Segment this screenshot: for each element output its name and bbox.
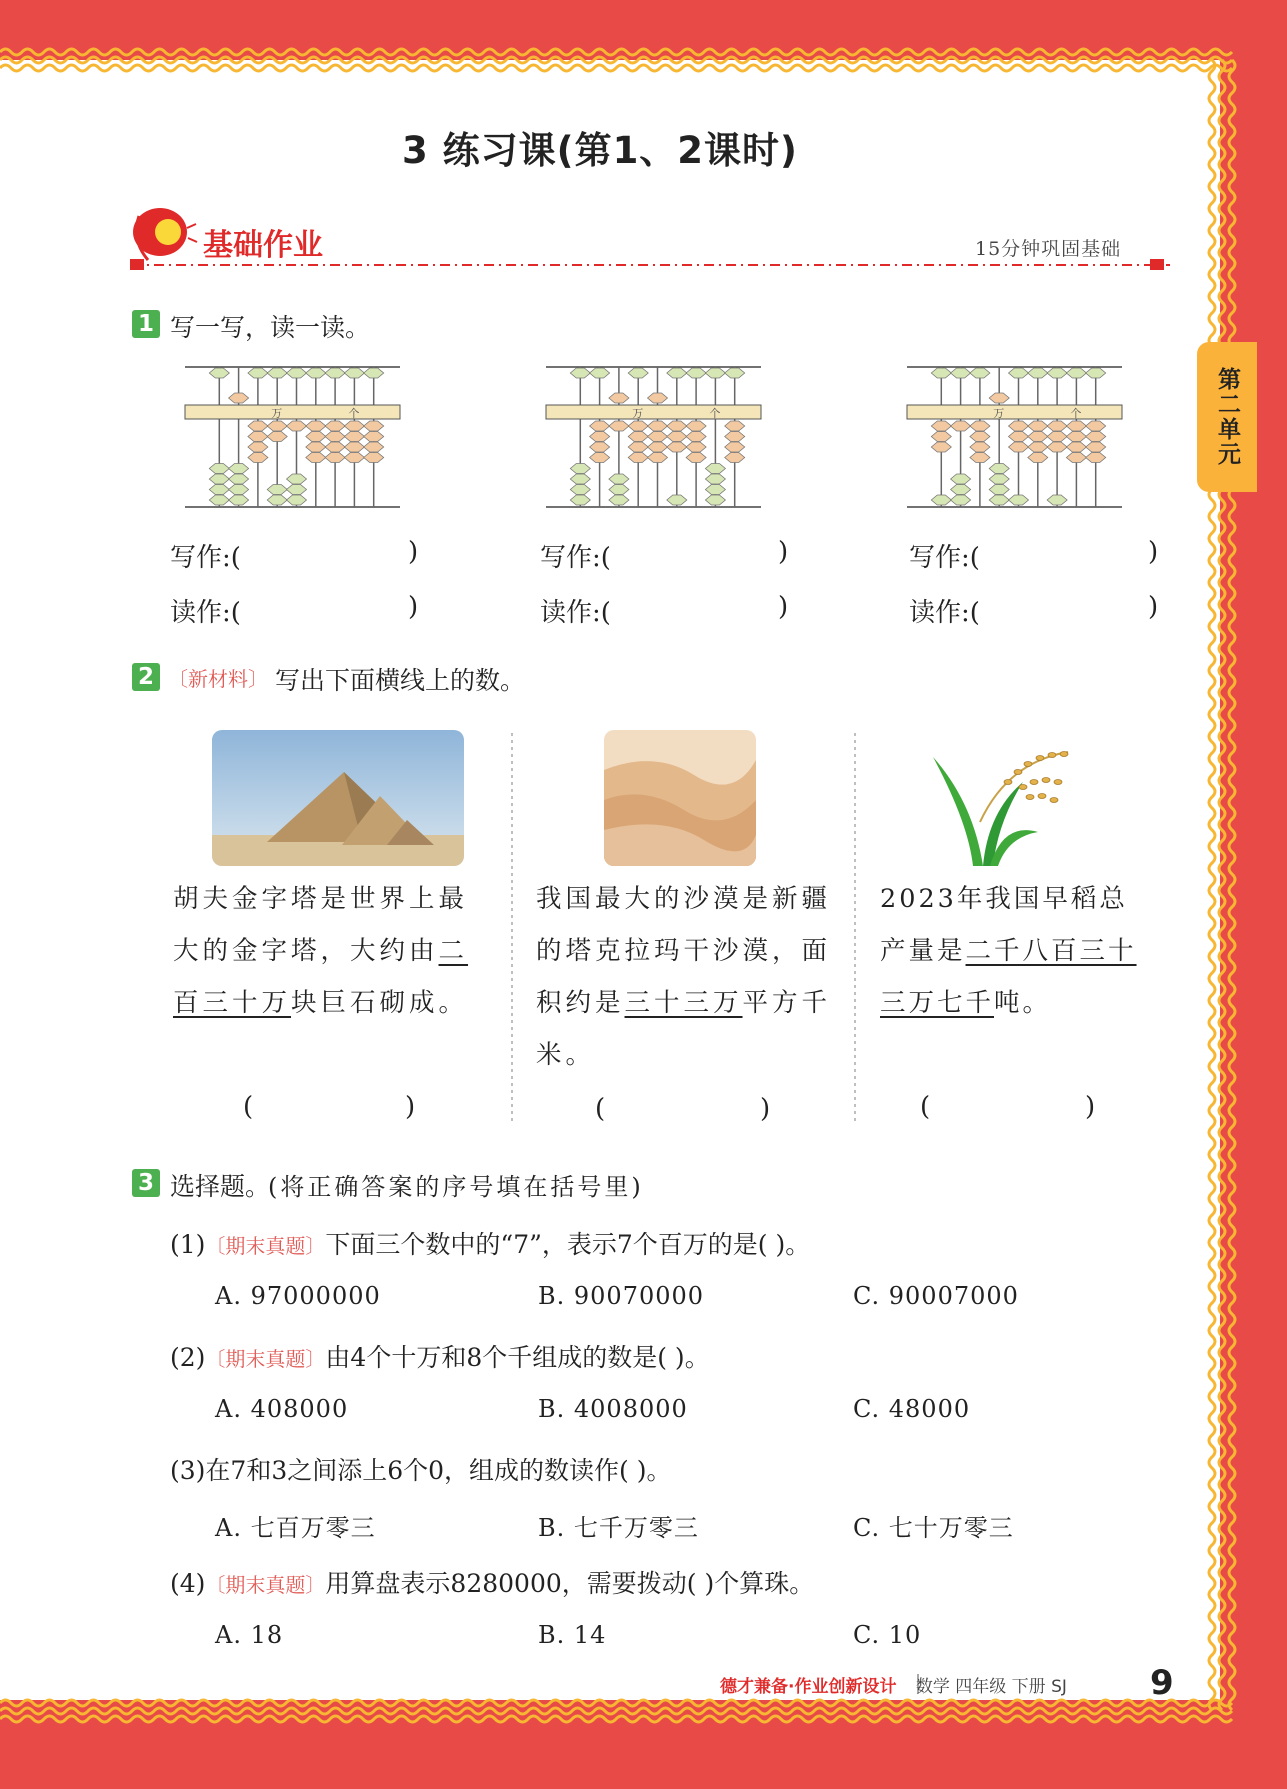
abacus-bead [628,453,648,463]
abacus-bead [648,453,668,463]
option-b: B. 4008000 [538,1395,688,1423]
footer-meta: 数学 四年级 下册 SJ [915,1677,1067,1697]
abacus-bead [248,421,268,431]
abacus-place-label: 个 [348,407,360,420]
abacus-bead [667,421,687,431]
abacus-1 [185,367,400,507]
abacus-bead [989,485,1009,495]
abacus-bead [951,474,971,484]
question-stem: 用算盘表示8280000，需要拨动( )个算珠。 [325,1569,815,1598]
abacus-bead [229,495,249,505]
abacus-bead [1028,453,1048,463]
abacus-bead [229,393,249,403]
option-b: B. 90070000 [538,1282,705,1310]
read-as-label-3: 读作:( [909,598,980,628]
new-material-tag: 〔新材料〕 [168,667,268,691]
abacus-bead [364,421,384,431]
abacus-bead [970,421,990,431]
abacus-bead [1086,453,1106,463]
abacus-bead [686,432,706,442]
abacus-bead [609,474,629,484]
abacus-bead [209,495,229,505]
abacus-bead [364,442,384,452]
abacus-bead [287,495,307,505]
abacus-bead [1086,432,1106,442]
write-as-label-3: 写作:( [909,543,980,573]
answer-close-3: ) [1085,1092,1096,1122]
abacus-figures [0,0,1287,560]
option-a: A. 七百万零三 [215,1514,376,1542]
abacus-bead [287,485,307,495]
write-as-close-1: ) [408,537,419,567]
abacus-bead [364,368,384,378]
abacus-bead [267,368,287,378]
abacus-bead [209,464,229,474]
abacus-bead [344,442,364,452]
abacus-place-label: 万 [632,407,644,420]
write-as-label-1: 写作:( [170,543,241,573]
abacus-bead [705,485,725,495]
read-as-label-1: 读作:( [170,598,241,628]
rice-passage: 2023年我国早稻总产量是二千八百三十三万七千吨。 [880,884,1137,1018]
abacus-bead [248,453,268,463]
abacus-bead [570,464,590,474]
option-c: C. 48000 [853,1395,971,1423]
abacus-bead [1086,368,1106,378]
abacus-bead [344,421,364,431]
abacus-place-label: 万 [271,407,283,420]
abacus-bead [609,495,629,505]
abacus-bead [648,432,668,442]
abacus-bead [364,453,384,463]
abacus-place-label: 个 [1070,407,1082,420]
abacus-bead [306,421,326,431]
choice-question-3 [170,1451,672,1487]
answer-close-1: ) [405,1092,416,1122]
question-stem: 下面三个数中的“7”，表示7个百万的是( )。 [325,1230,811,1259]
abacus-bead [570,474,590,484]
abacus-bead [248,442,268,452]
abacus-bead [667,432,687,442]
abacus-bead [344,432,364,442]
abacus-bead [970,368,990,378]
abacus-bead [628,432,648,442]
abacus-bead [1028,368,1048,378]
abacus-bead [705,474,725,484]
answer-open-3: ( [920,1092,931,1122]
unit-side-tab: 第二单元 [1197,342,1257,492]
exam-tag: 〔期末真题〕 [205,1573,326,1597]
abacus-place-label: 万 [993,407,1005,420]
section-note: 15分钟巩固基础 [975,238,1122,260]
exam-tag: 〔期末真题〕 [205,1234,326,1258]
question-2-prompt: 写出下面横线上的数。 [275,666,526,695]
abacus-bead [287,368,307,378]
abacus-bead [1047,442,1067,452]
abacus-bead [287,421,307,431]
abacus-bead [1086,421,1106,431]
exam-tag: 〔期末真题〕 [205,1347,326,1371]
abacus-bead [229,474,249,484]
abacus-bead [306,432,326,442]
footer-brand: 德才兼备·作业创新设计 [720,1677,897,1697]
abacus-bead [686,421,706,431]
footer [720,1672,1067,1697]
abacus-bead [1028,442,1048,452]
abacus-bead [267,485,287,495]
abacus-bead [1028,421,1048,431]
abacus-bead [364,432,384,442]
abacus-bead [590,368,610,378]
question-no: (4) [170,1569,206,1598]
abacus-bead [931,368,951,378]
question-no: (2) [170,1343,206,1372]
abacus-bead [725,453,745,463]
desert-image [604,730,756,866]
answer-open-1: ( [243,1092,254,1122]
abacus-bead [306,368,326,378]
abacus-bead [648,421,668,431]
abacus-bead [931,495,951,505]
answer-open-2: ( [595,1094,606,1124]
abacus-bead [1086,442,1106,452]
write-as-close-2: ) [778,537,789,567]
option-b: B. 14 [538,1621,607,1649]
abacus-bead [686,368,706,378]
question-3-note: (将正确答案的序号填在括号里) [268,1173,644,1201]
abacus-bead [325,368,345,378]
abacus-bead [628,421,648,431]
write-as-label-2: 写作:( [540,543,611,573]
abacus-bead [951,485,971,495]
abacus-bead [325,453,345,463]
abacus-3 [907,367,1122,507]
abacus-bead [951,368,971,378]
option-a: A. 18 [215,1621,284,1649]
abacus-bead [325,442,345,452]
abacus-bead [1047,432,1067,442]
question-number-1: 1 [132,310,160,338]
choice-question-4 [170,1564,814,1600]
abacus-bead [1009,495,1029,505]
abacus-bead [1066,442,1086,452]
abacus-bead [209,474,229,484]
abacus-bead [989,474,1009,484]
abacus-bead [628,442,648,452]
abacus-bead [325,432,345,442]
abacus-bead [609,421,629,431]
option-a: A. 408000 [215,1395,349,1423]
question-1-prompt: 写一写，读一读。 [170,313,371,342]
read-as-label-2: 读作:( [540,598,611,628]
abacus-bead [248,368,268,378]
abacus-bead [686,442,706,452]
abacus-bead [970,432,990,442]
pyramid-passage: 胡夫金字塔是世界上最大的金字塔，大约由二百三十万块巨石砌成。 [173,884,469,1018]
abacus-bead [725,368,745,378]
option-c: C. 90007000 [853,1282,1019,1310]
choice-question-1 [170,1225,810,1261]
question-number-2: 2 [132,663,160,691]
abacus-bead [705,495,725,505]
read-as-close-1: ) [408,592,419,622]
abacus-bead [1047,495,1067,505]
abacus-bead [648,393,668,403]
abacus-bead [725,432,745,442]
abacus-bead [267,432,287,442]
option-b: B. 七千万零三 [538,1514,699,1542]
abacus-bead [1066,421,1086,431]
abacus-bead [970,453,990,463]
abacus-bead [209,485,229,495]
abacus-bead [667,495,687,505]
abacus-bead [1066,368,1086,378]
abacus-bead [344,368,364,378]
abacus-bead [570,485,590,495]
abacus-bead [667,368,687,378]
answer-close-2: ) [760,1094,771,1124]
abacus-bead [951,495,971,505]
abacus-bead [609,485,629,495]
section-title: 基础作业 [203,228,323,263]
write-as-close-3: ) [1148,537,1159,567]
abacus-bead [648,442,668,452]
abacus-bead [989,464,1009,474]
abacus-bead [725,421,745,431]
pyramids-image [212,730,464,866]
abacus-bead [970,442,990,452]
option-c: C. 10 [853,1621,922,1649]
abacus-bead [705,368,725,378]
abacus-bead [951,421,971,431]
abacus-bead [344,453,364,463]
abacus-bead [989,495,1009,505]
abacus-bead [1047,368,1067,378]
abacus-bead [1028,432,1048,442]
question-stem: 由4个十万和8个千组成的数是( )。 [325,1343,710,1372]
choice-question-2 [170,1338,710,1374]
read-as-close-2: ) [778,592,789,622]
abacus-bead [590,442,610,452]
abacus-bead [287,474,307,484]
abacus-bead [229,464,249,474]
abacus-bead [209,368,229,378]
abacus-bead [609,393,629,403]
abacus-bead [590,432,610,442]
abacus-bead [1066,453,1086,463]
abacus-bead [628,368,648,378]
abacus-bead [931,432,951,442]
abacus-bead [1066,432,1086,442]
abacus-bead [590,421,610,431]
option-a: A. 97000000 [215,1282,381,1310]
abacus-bead [267,421,287,431]
question-3-prompt: 选择题。 [170,1172,271,1201]
abacus-bead [267,495,287,505]
abacus-bead [705,464,725,474]
abacus-bead [989,393,1009,403]
question-number-3: 3 [132,1169,160,1197]
abacus-bead [570,368,590,378]
abacus-bead [248,432,268,442]
abacus-bead [306,442,326,452]
question-stem: 在7和3之间添上6个0，组成的数读作( )。 [205,1456,672,1485]
abacus-bead [667,442,687,452]
abacus-bead [686,453,706,463]
abacus-2 [546,367,761,507]
abacus-bead [570,495,590,505]
rice-plant-image [928,742,1076,866]
page-number: 9 [1150,1663,1174,1703]
abacus-bead [931,421,951,431]
question-no: (1) [170,1230,206,1259]
lesson-title: 3 练习课(第1、2课时) [402,129,798,172]
abacus-bead [1009,368,1029,378]
desert-passage: 我国最大的沙漠是新疆的塔克拉玛干沙漠，面积约是三十三万平方千米。 [536,884,832,1070]
question-no: (3) [170,1456,206,1485]
abacus-bead [306,453,326,463]
abacus-bead [725,442,745,452]
abacus-bead [325,421,345,431]
abacus-bead [1009,421,1029,431]
abacus-bead [1009,442,1029,452]
option-c: C. 七十万零三 [853,1514,1014,1542]
abacus-place-label: 个 [709,407,721,420]
abacus-bead [1047,421,1067,431]
abacus-bead [1009,432,1029,442]
abacus-bead [590,453,610,463]
abacus-bead [229,485,249,495]
abacus-bead [931,442,951,452]
read-as-close-3: ) [1148,592,1159,622]
